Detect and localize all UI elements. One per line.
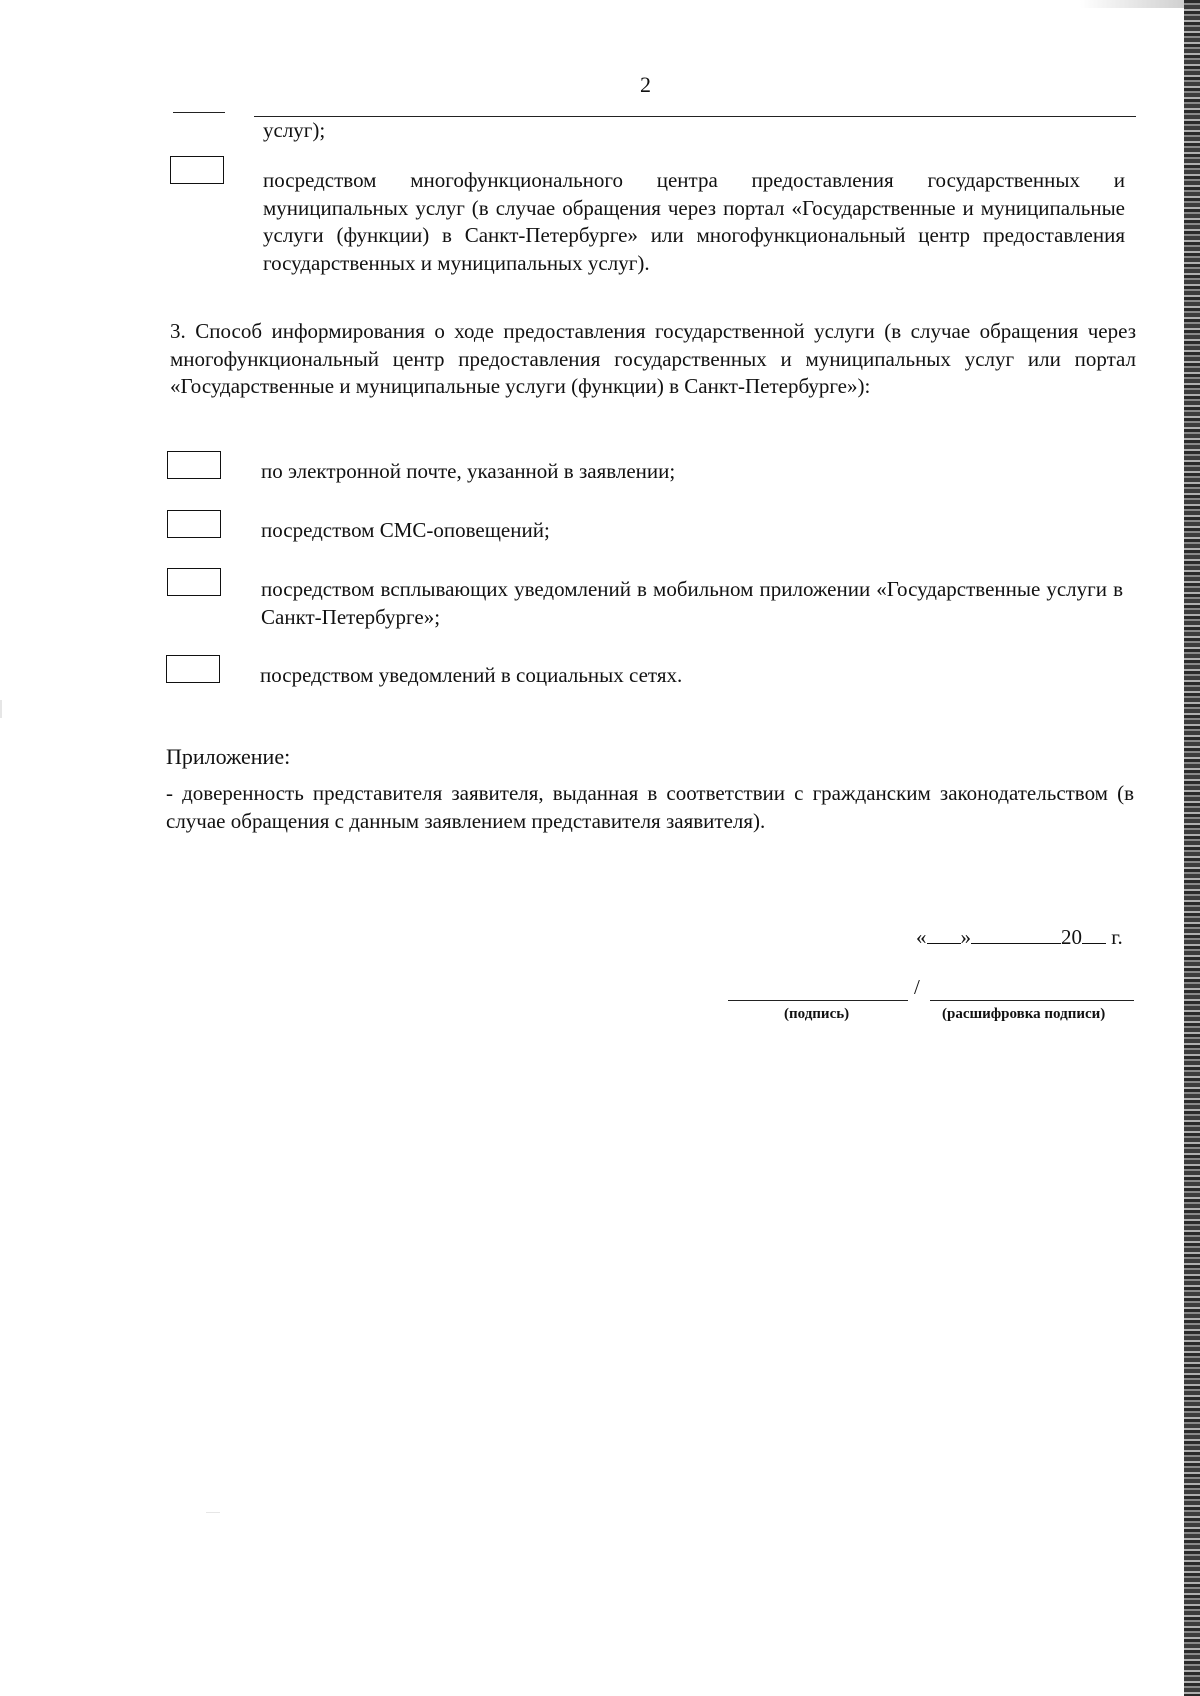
signature-line[interactable] [728, 1000, 908, 1001]
scan-speck-left [0, 700, 2, 718]
date-day-blank[interactable] [927, 923, 961, 944]
checkbox-email[interactable] [167, 451, 221, 479]
checkbox-sms[interactable] [167, 510, 221, 538]
date-year-prefix: 20 [1061, 925, 1082, 949]
scan-edge [1184, 0, 1200, 1696]
checkbox-push[interactable] [167, 568, 221, 596]
date-year-blank[interactable] [1082, 923, 1106, 944]
signature-label: (подпись) [784, 1006, 850, 1022]
date-open-quote: « [916, 925, 927, 949]
date-year-suffix: г. [1111, 925, 1123, 949]
table-rule-right [254, 116, 1136, 117]
continuation-text: услуг); [263, 118, 326, 142]
appendix-title: Приложение: [166, 744, 291, 769]
checkbox-social[interactable] [166, 655, 220, 683]
date-close-quote: » [960, 925, 971, 949]
page-number: 2 [640, 72, 651, 97]
checkbox-mfc[interactable] [170, 156, 224, 184]
section-3-text: 3. Способ информирования о ходе предоставления государственной услуги (в случае обращения через многофункциональный центр предоставления государственных и муниципальных услуг или портал «Государственные и муниципальные услуги (функции) в Санкт-Петербурге»): [170, 319, 1136, 398]
option-sms-text: посредством СМС-оповещений; [261, 518, 550, 542]
signature-decode-line[interactable] [930, 1000, 1134, 1001]
option-mfc-text: посредством многофункционального центра предоставления государственных и муниципальных услуг (в случае обращения через портал «Государственные и муниципальные услуги (функции) в Санкт-Петербурге» или многофункциональный центр предоставления государственных и муниципальных услуг). [263, 168, 1125, 275]
table-rule-left [173, 112, 225, 113]
option-push-text: посредством всплывающих уведомлений в мобильном приложении «Государственные услуги в Санкт-Петербурге»; [261, 577, 1123, 629]
date-line [916, 923, 1123, 950]
option-social-text: посредством уведомлений в социальных сетях. [260, 663, 683, 687]
date-month-blank[interactable] [971, 923, 1061, 944]
signature-slash: / [914, 975, 920, 999]
signature-decode-label: (расшифровка подписи) [942, 1006, 1106, 1022]
option-email-text: по электронной почте, указанной в заявлении; [261, 459, 676, 483]
scan-edge-top [1080, 0, 1184, 8]
scan-speck [206, 1512, 220, 1513]
appendix-text: - доверенность представителя заявителя, выданная в соответствии с гражданским законодательством (в случае обращения с данным заявлением представителя заявителя). [166, 781, 1134, 833]
